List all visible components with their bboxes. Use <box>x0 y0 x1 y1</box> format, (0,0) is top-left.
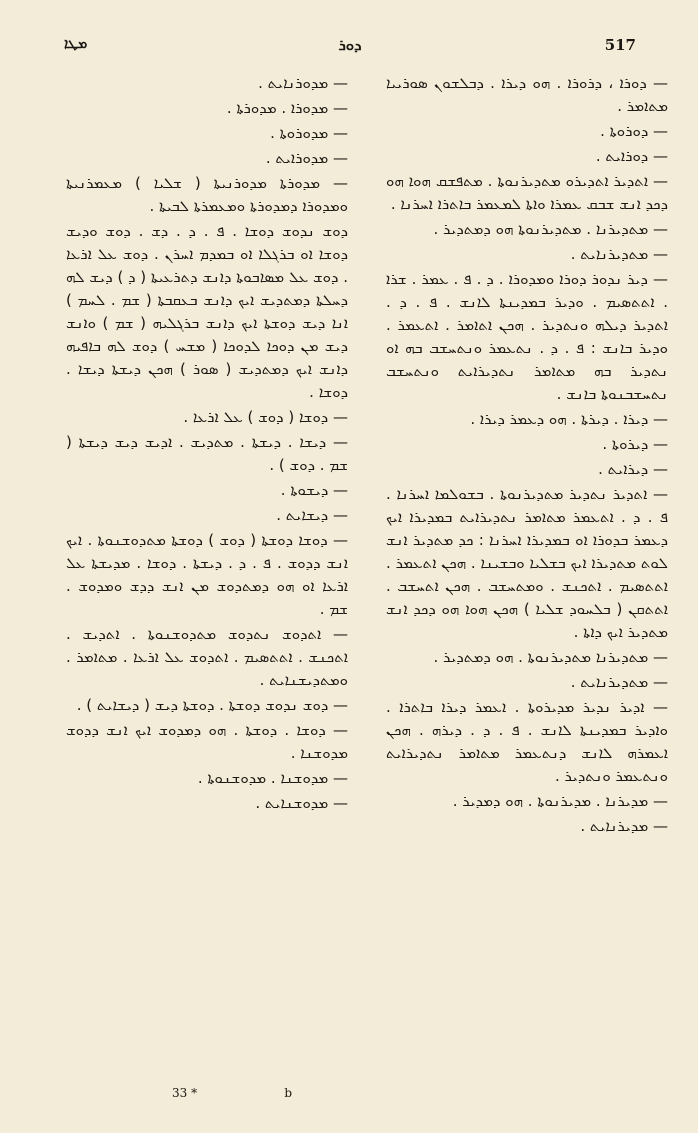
dictionary-entry: — ܕܘܪܘܬܐ . <box>600 122 668 140</box>
dictionary-entry: — ܡܕܝܪܢܐ . ܡܕܝܪܢܘܬܐ . ܗܘ ܕܡܕܝܪ . <box>452 792 668 810</box>
dictionary-entry: — ܡܕܘܪܐ . ܡܕܘܪܬܐ . <box>226 99 348 117</box>
dictionary-entry: — ܕܘܪܐ ، ܕܪܘܪܐ . ܗܘ ܕܝܪܐ . ܕܒܠܫܘܢ ܣܘܪܝܝܐ ܡܬܐܡܪ . <box>386 74 668 115</box>
dictionary-entry: — ܕܝܫܐܝܬ . <box>276 506 348 524</box>
dictionary-entry: — ܡܬܕܝܪܢܐܝܬ . <box>570 245 668 263</box>
dictionary-entry: — ܕܘܫ ܢܕܘܫ ܕܘܫܬܐ . ܕܘܫܬܐ ܕܝܫ ( ܕܝܫܐܝܬ ) . <box>76 696 348 714</box>
dictionary-entry: — ܕܘܫܐ ܕܘܫܬܐ ( ܕܘܫ ) ܕܘܫܬܐ ܡܬܕܘܫܢܘܬܐ . ܐܝܟ ܐܢܫ ܕܕܘܫ . ܦ . ܕ . ܕܝܫܬܐ . ܕܘܫܐ . ܡܕܝܫܬܐ ܥܠ ܐܪܥܐ ܐܘ ܗܘ ܕܡܬܕܘܫ ܡܢ ܐܢܫ ܕܕܫ ܘܡܕܘܫ . ܫܡ . <box>66 531 348 618</box>
dictionary-entry: — ܡܕܘܪܢܐܝܬ . <box>258 74 348 92</box>
left-column <box>66 72 348 817</box>
dictionary-entry: — ܡܕܘܪܬܐ ܡܕܘܪܢܝܬܐ ( ܫܠܝܐ ) ܡܥܡܪܢܝܬܐ ܘܡܕܘܪܐ ܕܡܕܘܪܬܐ ܘܡܥܡܪܬܐ ܠܒܝܬܐ . <box>66 174 348 215</box>
dictionary-entry: — ܕܘܪܐܝܬ . <box>595 147 668 165</box>
dictionary-entry: — ܕܝܪܐ . ܕܝܪܬܐ . ܗܘ ܕܥܡܪ ܕܝܪܐ . <box>470 410 668 428</box>
dictionary-entry: ܕܘܫ ܢܕܘܫ ܕܘܫܐ . ܦ . ܕ . ܕܫ . ܕܘܫ ܘܕܝܫ ܕܘܫܐ ܐܘ ܒܪܓܠܐ ܐܘ ܒܡܕܡ ܐܚܪܢ . ܕܘܫ ܥܠ ܐܪܥܐ . ܕܘܫ ܥܠ ܡܣܐܒܘܬܐ ܕܐܢܫ ܕܬܪܥܝܬܐ ( ܕ ) ܕܝܫ ܠܗ ܕܚܠܬܐ ܕܡܬܕܝܫ ܐܝܟ ܕܐܢܫ ܒܥܩܒܬܐ ( ܫܡ . ܠܚܡ ) ܐܢܐ ܕܝܫ ܕܘܫܬܐ ܐܝܟ ܕܐܢܫ ܒܪܓܠܝܗ ( ܫܡ ) ܘܐܢܫ ܕܝܫ ܡܢ ܕܘܟܐ ܠܕܘܟܐ ( ܡܫܚ ) ܕܘܫ ܠܗ ܒܐܦܝܗ ܕܐܢܫ ܐܝܟ ܕܡܬܕܝܫ ( ܣܘܪ ) ܗܟܢ ܕܝܫܬܐ ܕܝܫܐ . ܕܘܫܐ . <box>66 222 348 401</box>
dictionary-entry: — ܡܕܘܫܢܐ . ܡܕܘܫܢܘܬܐ . <box>197 769 348 787</box>
dictionary-entry: — ܐܬܕܘܫ ܢܬܕܘܫ ܡܬܕܘܫܢܘܬܐ . ܐܬܕܝܫ . ܐܬܟܢܫ . ܐܬܬܣܝܡ . ܐܬܕܘܫ ܥܠ ܐܪܥܐ . ܡܬܐܡܪ . ܘܡܬܕܝܫܢܐܝܬ . <box>66 625 348 689</box>
dictionary-entry: — ܡܕܘܪܘܬܐ . <box>270 124 348 142</box>
header-center-word: ܕܘܪ <box>338 36 362 54</box>
dictionary-entry: — ܕܝܪܘܬܐ . <box>602 435 668 453</box>
dictionary-entry: — ܡܬܕܝܪܢܐ . ܡܬܕܝܪܢܘܬܐ ܗܘ ܕܡܬܕܝܪ . <box>433 220 668 238</box>
header-left-word: ܡܛܐ <box>64 36 88 52</box>
signature-number: 33 * <box>172 1086 198 1100</box>
dictionary-entry: — ܕܘܫܐ . ܕܘܫܬܐ . ܗܘ ܕܡܕܘܫ ܐܝܟ ܐܢܫ ܕܕܘܫ ܡܕܘܫܢܐ . <box>66 721 348 762</box>
printer-signature <box>172 1086 292 1100</box>
dictionary-entry: — ܐܬܕܝܪ ܐܬܕܝܪܘ ܡܬܕܝܪܢܘܬܐ . ܡܬܦܫܩ ܗܘܐ ܗܘ ܕܟܕ ܐܢܫ ܫܒܩ ܥܡܪܐ ܘܐܬܐ ܠܡܥܡܪ ܒܐܬܪܐ ܐܚܪܢܐ . <box>386 172 668 213</box>
signature-letter: b <box>284 1086 292 1100</box>
running-header <box>64 36 636 62</box>
right-column <box>386 72 668 840</box>
dictionary-entry: — ܡܬܕܝܪܢܐ ܡܬܕܝܪܢܘܬܐ . ܗܘ ܕܡܬܕܝܪ . <box>433 648 668 666</box>
dictionary-entry: — ܡܕܘܪܐܝܬ . <box>265 149 348 167</box>
dictionary-entry: — ܕܝܪ ܢܕܘܪ ܕܘܪܐ ܘܡܕܘܪܐ . ܕ . ܦ . ܥܡܪ . ܫܪܐ . ܐܬܬܣܝܡ . ܘܕܝܪ ܒܡܕܝܢܬܐ ܠܐܢܫ . ܦ . ܕ . ܐܬܕܝܪ ܕܝܠܗ ܘܢܬܕܝܪ . ܗܟܢ ܐܬܐܡܪ . ܐܬܥܡܪ . ܘܕܝܪ ܒܐܢܫ : ܦ . ܕ . ܢܬܥܡܪ ܘܢܬܚܫܒ ܒܗ ܐܘ ܢܬܕܝܪ ܒܗ ܡܬܐܡܪ ܢܬܕܝܪܐܝܬ ܘܢܬܚܫܒ ܢܬܚܫܒܢܘܬܐ ܒܐܢܫ . <box>386 270 668 403</box>
dictionary-entry: — ܐܕܝܪ ܢܕܝܪ ܡܕܝܪܘܬܐ . ܐܥܡܪ ܕܝܪܐ ܒܐܬܪܐ . ܘܐܕܝܪ ܒܡܕܝܢܬܐ ܠܐܢܫ . ܦ . ܕ . ܕܝܪܗ . ܗܟܢ ܐܥܡܪܗ ܠܐܢܫ ܕܢܬܥܡܪ ܡܬܐܡܪ ܢܬܕܝܪܐܝܬ ܘܢܬܥܡܪ ܘܢܬܕܝܪ . <box>386 698 668 785</box>
dictionary-entry: — ܐܬܕܝܪ ܢܬܕܝܪ ܡܬܕܝܪܢܘܬܐ . ܒܫܘܠܡܐ ܐܚܪܢܐ . ܦ . ܕ . ܐܬܥܡܪ ܡܬܐܡܪ ܢܬܕܝܪܐܝܬ ܒܡܕܝܪܐ ܐܝܟ ܕܥܡܪ ܒܕܘܪܐ ܐܘ ܒܡܕܝܪܐ ܐܚܪܢܐ : ܟܕ ܡܬܕܝܪ ܐܢܫ ܠܘܬ ܡܬܕܝܪܐ ܐܝܟ ܒܫܠܝܐ ܘܒܫܝܢܐ . ܗܟܢ ܐܬܥܡܪ . ܐܬܬܣܝܡ . ܐܬܟܢܫ . ܘܡܬܚܫܒ . ܗܟܢ ܐܬܚܫܒ . ܐܬܬܩܢ ( ܒܠܚܘܕ ܫܠܝܐ ) ܗܟܢ ܗܘܐ ܗܘ ܕܟܕ ܐܢܫ ܡܬܕܝܪ ܐܝܟ ܕܐܬܐ . <box>386 485 668 641</box>
page-number: 517 <box>604 36 636 54</box>
dictionary-entry: — ܡܬܕܝܪܢܐܝܬ . <box>570 673 668 691</box>
dictionary-entry: — ܡܕܘܫܢܐܝܬ . <box>255 794 348 812</box>
dictionary-entry: — ܕܝܪܐܝܬ . <box>598 460 668 478</box>
dictionary-entry: — ܕܝܫܘܬܐ . <box>280 481 348 499</box>
dictionary-entry: — ܡܕܝܪܢܐܝܬ . <box>580 817 668 835</box>
dictionary-entry: — ܕܘܫܐ ( ܕܘܫ ) ܥܠ ܐܪܥܐ . <box>183 408 348 426</box>
dictionary-entry: — ܕܝܫܐ . ܕܝܫܬܐ . ܡܬܕܝܫ . ܐܕܝܫ ܕܝܫ ܕܝܫܬܐ ( ܫܡ . ܕܘܫ ) . <box>66 433 348 474</box>
